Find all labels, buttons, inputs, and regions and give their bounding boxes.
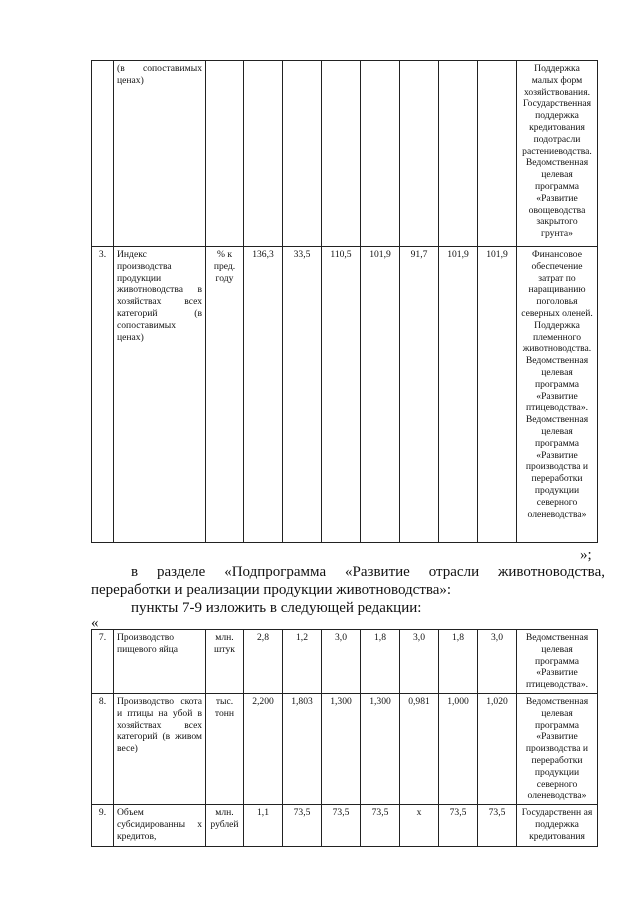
row-number: 7. bbox=[92, 630, 114, 694]
row-number: 3. bbox=[92, 247, 114, 543]
year-value: 0,981 bbox=[400, 693, 439, 804]
indicator-name: Объем субсидированны х кредитов, bbox=[114, 805, 206, 847]
year-value: 136,3 bbox=[244, 247, 283, 543]
year-value bbox=[283, 61, 322, 247]
year-value: 73,5 bbox=[283, 805, 322, 847]
table-row bbox=[92, 247, 598, 543]
year-value: 3,0 bbox=[322, 630, 361, 694]
year-value: 2,8 bbox=[244, 630, 283, 694]
year-value: 1,300 bbox=[322, 693, 361, 804]
indicator-name: Производство скота и птицы на убой в хозяйствах всех категорий (в живом весе) bbox=[114, 693, 206, 804]
year-value bbox=[361, 61, 400, 247]
year-value: 73,5 bbox=[322, 805, 361, 847]
table-row bbox=[92, 61, 598, 247]
closing-quote: »; bbox=[580, 547, 592, 563]
program-note: Ведомственная целевая программа «Развитие птицеводства». bbox=[517, 630, 598, 694]
points-instruction: пункты 7-9 изложить в следующей редакции: bbox=[131, 600, 422, 616]
amendment-paragraph-line-1 bbox=[91, 563, 605, 581]
word: в bbox=[131, 564, 139, 580]
year-value: 33,5 bbox=[283, 247, 322, 543]
year-value: 101,9 bbox=[439, 247, 478, 543]
year-value: х bbox=[400, 805, 439, 847]
program-note: Поддержка малых форм хозяйствования. Государственная поддержка кредитования подотрасли растениеводства. Ведомственная целевая программа «Развитие овощеводства закрытого грунта» bbox=[517, 61, 598, 247]
year-value: 1,020 bbox=[478, 693, 517, 804]
unit-of-measure: тыс. тонн bbox=[206, 693, 244, 804]
amendment-paragraph bbox=[91, 563, 605, 599]
year-value: 73,5 bbox=[478, 805, 517, 847]
year-value bbox=[478, 61, 517, 247]
year-value: 110,5 bbox=[322, 247, 361, 543]
year-value bbox=[400, 61, 439, 247]
year-value bbox=[439, 61, 478, 247]
year-value: 1,8 bbox=[361, 630, 400, 694]
year-value: 73,5 bbox=[361, 805, 400, 847]
year-value: 1,8 bbox=[439, 630, 478, 694]
year-value: 73,5 bbox=[439, 805, 478, 847]
indicator-name: Производство пищевого яйца bbox=[114, 630, 206, 694]
indicators-table-top bbox=[91, 60, 598, 543]
year-value bbox=[322, 61, 361, 247]
row-number: 9. bbox=[92, 805, 114, 847]
amendment-paragraph-line-2: переработки и реализации продукции животноводства»: bbox=[91, 582, 452, 598]
row-number: 8. bbox=[92, 693, 114, 804]
unit-of-measure: млн. рублей bbox=[206, 805, 244, 847]
year-value: 1,300 bbox=[361, 693, 400, 804]
year-value: 3,0 bbox=[400, 630, 439, 694]
table-row bbox=[92, 693, 598, 804]
year-value: 1,1 bbox=[244, 805, 283, 847]
indicator-name: (в сопоставимых ценах) bbox=[114, 61, 206, 247]
word: животноводства, bbox=[498, 564, 605, 580]
unit-of-measure: млн. штук bbox=[206, 630, 244, 694]
program-note: Государственн ая поддержка кредитования bbox=[517, 805, 598, 847]
opening-quote: « bbox=[91, 615, 99, 631]
unit-of-measure: % к пред. году bbox=[206, 247, 244, 543]
word: «Развитие bbox=[345, 564, 410, 580]
year-value: 91,7 bbox=[400, 247, 439, 543]
indicator-name: Индекс производства продукции животноводства в хозяйствах всех категорий (в сопоставимых ценах) bbox=[114, 247, 206, 543]
word: отрасли bbox=[428, 564, 480, 580]
year-value: 1,2 bbox=[283, 630, 322, 694]
year-value: 101,9 bbox=[478, 247, 517, 543]
word: «Подпрограмма bbox=[224, 564, 327, 580]
table-row bbox=[92, 805, 598, 847]
table-row bbox=[92, 630, 598, 694]
program-note: Финансовое обеспечение затрат по наращиванию поголовья северных оленей. Поддержка племенного животноводства. Ведомственная целевая программа «Развитие птицеводства». Ведомственная целевая программа «Развитие производства и переработки продукции северного оленеводства» bbox=[517, 247, 598, 543]
year-value: 3,0 bbox=[478, 630, 517, 694]
year-value: 1,000 bbox=[439, 693, 478, 804]
indicators-table-bottom bbox=[91, 629, 598, 847]
year-value: 1,803 bbox=[283, 693, 322, 804]
year-value bbox=[244, 61, 283, 247]
program-note: Ведомственная целевая программа «Развитие производства и переработки продукции северного оленеводства» bbox=[517, 693, 598, 804]
unit-of-measure bbox=[206, 61, 244, 247]
word: разделе bbox=[157, 564, 206, 580]
year-value: 2,200 bbox=[244, 693, 283, 804]
row-number bbox=[92, 61, 114, 247]
year-value: 101,9 bbox=[361, 247, 400, 543]
